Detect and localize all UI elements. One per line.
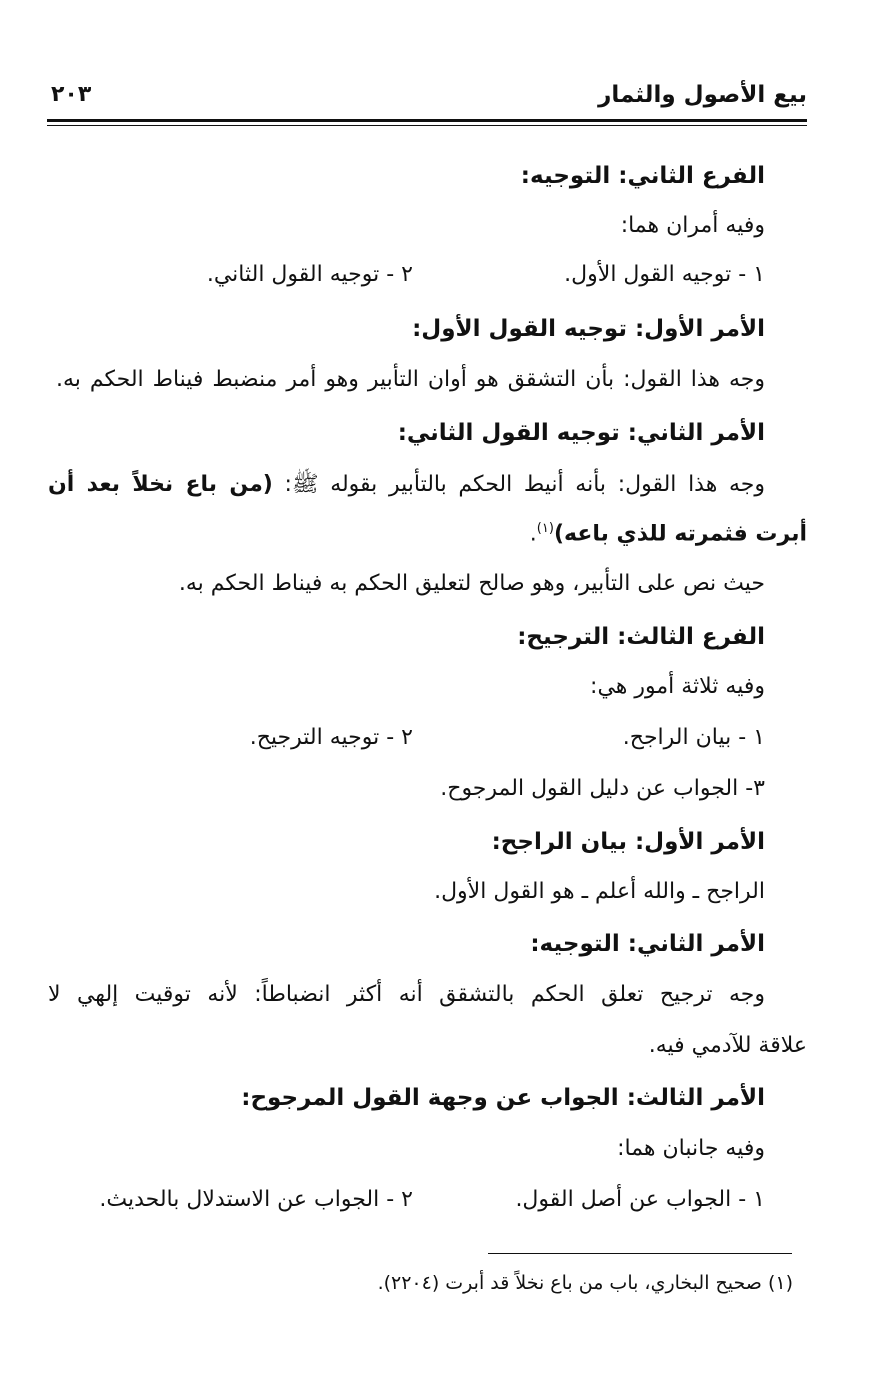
- page-number: ٢٠٣: [51, 82, 92, 107]
- list-item-hadith: ٢ - الجواب عن الاستدلال بالحديث.: [99, 1187, 413, 1212]
- heading-matter-two: الأمر الثاني: توجيه القول الثاني:: [397, 420, 765, 446]
- chapter-title: بيع الأصول والثمار: [598, 82, 807, 108]
- hadith-quote-end: أبرت فثمرته للذي باعه): [553, 521, 807, 547]
- paragraph-two-matters: وفيه أمران هما:: [620, 213, 765, 238]
- heading-branch-three: الفرع الثالث: الترجيح:: [517, 624, 765, 650]
- heading-reasoning: الأمر الثاني: التوجيه:: [530, 931, 765, 957]
- list-item-preferred: ١ - بيان الراجح.: [622, 725, 765, 750]
- list-item-origin: ١ - الجواب عن أصل القول.: [515, 1187, 765, 1212]
- heading-branch-two: الفرع الثاني: التوجيه:: [520, 163, 765, 189]
- paragraph-matter-two-line1: [48, 470, 765, 502]
- paragraph-reasoning-line1: وجه ترجيح تعلق الحكم بالتشقق أنه أكثر انضباطاً: لأنه توقيت إلهي لا: [48, 982, 765, 1007]
- paragraph-matter-one: وجه هذا القول: بأن التشقق هو أوان التأبير وهو أمر منضبط فيناط الحكم به.: [56, 367, 765, 392]
- paragraph-text: وجه هذا القول: بأنه أنيط الحكم بالتأبير بقوله ﷺ:: [272, 472, 766, 497]
- paragraph-matter-two-line2: [530, 521, 807, 546]
- hadith-quote-start: (من باع نخلاً بعد أن: [48, 472, 273, 497]
- footnote-text: (١) صحيح البخاري، باب من باع نخلاً قد أبرت (٢٢٠٤).: [377, 1272, 793, 1294]
- footnote-reference: (١): [536, 521, 554, 536]
- header-rule-thick: [47, 119, 807, 122]
- list-item-view-one: ١ - توجيه القول الأول.: [564, 262, 765, 287]
- list-item-answer: ٣- الجواب عن دليل القول المرجوح.: [440, 776, 765, 801]
- footnote-separator: [488, 1253, 792, 1254]
- paragraph-matter-two-line3: حيث نص على التأبير، وهو صالح لتعليق الحكم به فيناط الحكم به.: [178, 571, 765, 596]
- list-item-reasoning: ٢ - توجيه الترجيح.: [249, 725, 413, 750]
- list-item-view-two: ٢ - توجيه القول الثاني.: [206, 262, 413, 287]
- heading-answer: الأمر الثالث: الجواب عن وجهة القول المرجوح:: [241, 1085, 765, 1111]
- running-header: [47, 78, 807, 118]
- paragraph-two-aspects: وفيه جانبان هما:: [617, 1136, 765, 1161]
- header-rule-thin: [47, 125, 807, 126]
- heading-matter-one: الأمر الأول: توجيه القول الأول:: [412, 316, 765, 342]
- paragraph-reasoning-line2: علاقة للآدمي فيه.: [648, 1033, 807, 1058]
- paragraph-three-matters: وفيه ثلاثة أمور هي:: [590, 674, 765, 699]
- heading-preferred: الأمر الأول: بيان الراجح:: [491, 829, 765, 855]
- paragraph-preferred: الراجح ـ والله أعلم ـ هو القول الأول.: [434, 879, 765, 904]
- sentence-end: .: [529, 521, 537, 547]
